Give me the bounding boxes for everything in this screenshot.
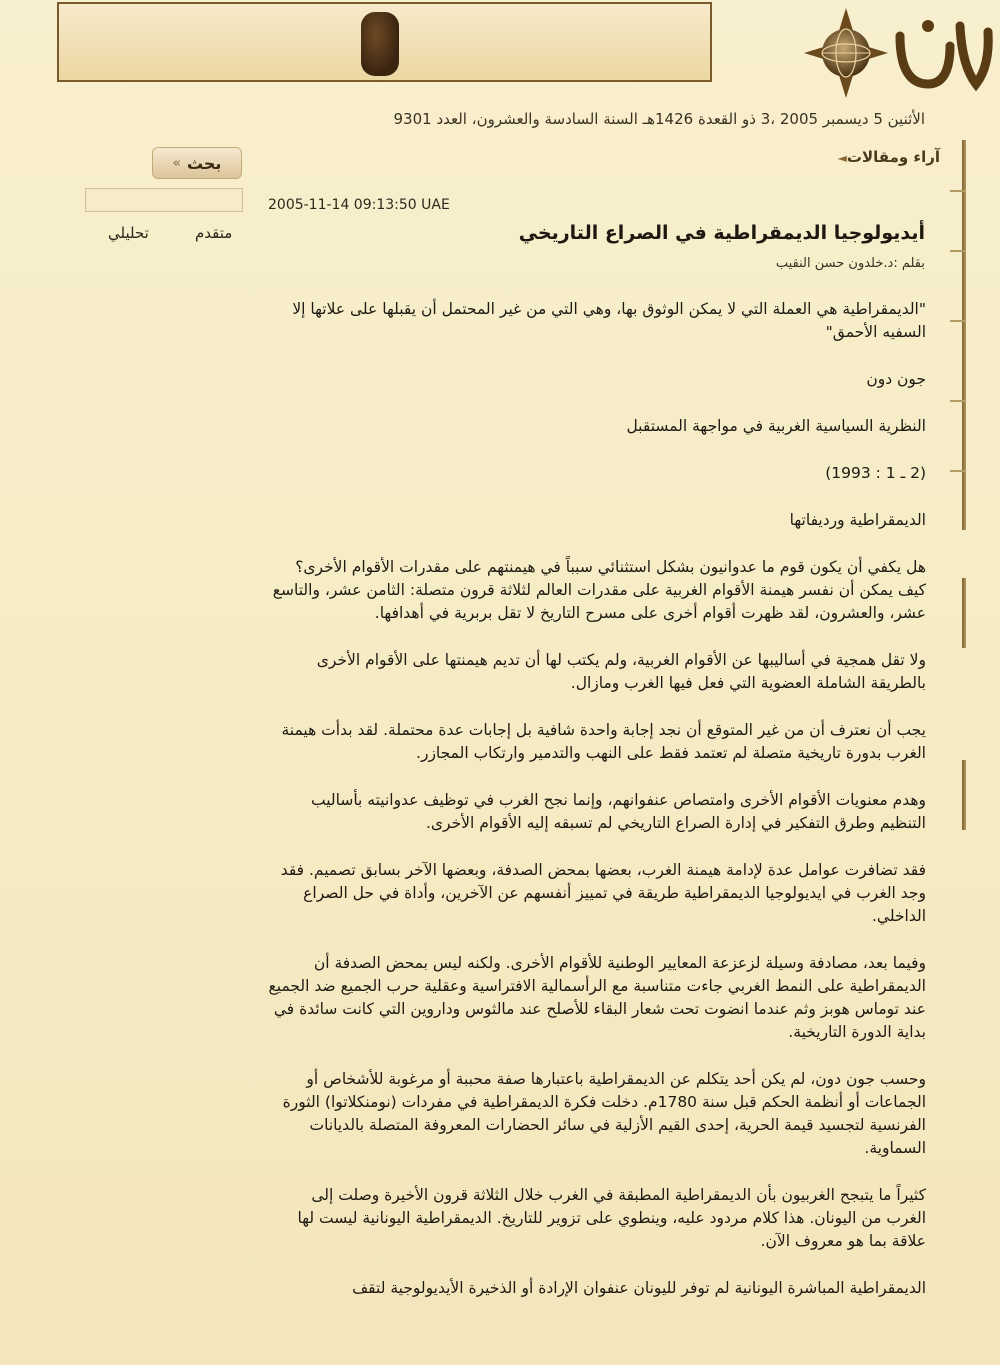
decorative-tick xyxy=(950,190,966,192)
search-button[interactable] xyxy=(152,147,242,179)
article-paragraph: ولا تقل همجية في أساليبها عن الأقوام الغربية، ولم يكتب لها أن تديم هيمنتها على الأقوام الأخرى بالطريقة الشاملة العضوية التي فعل فيها الغرب ومازال. xyxy=(316,651,926,692)
article-paragraph: وحسب جون دون، لم يكن أحد يتكلم عن الديمقراطية باعتبارها صفة محببة أو مرغوبة للأشخاص أو الجماعات أو أنظمة الحكم قبل سنة 1780م. دخلت فكرة الديمقراطية في مفردات (نومنكلاتوا) الثورة الفرنسية لتجسيد قيمة الحرية، إحدى القيم الأزلية في سائر الحضارات المعروفة المتصلة بالديانات السماوية. xyxy=(282,1070,926,1157)
article-paragraph: كثيراً ما يتبجح الغربيون بأن الديمقراطية المطبقة في الغرب خلال الثلاثة قرون الأخيرة وصلت إلى الغرب من اليونان. هذا كلام مردود عليه، وينطوي على تزوير للتاريخ. الديمقراطية اليونانية ليست لها علاقة بما هو معروف الآن. xyxy=(297,1186,926,1250)
article-paragraph: "الديمقراطية هي العملة التي لا يمكن الوثوق بها، وهي التي من غير المحتمل أن يقبلها على علاتها إلا السفيه الأحمق" xyxy=(292,300,926,341)
section-heading[interactable] xyxy=(780,148,940,166)
decorative-tick xyxy=(950,250,966,252)
article-paragraph: النظرية السياسية الغربية في مواجهة المستقبل xyxy=(626,417,926,435)
article-byline: بقلم :د.خلدون حسن النقيب xyxy=(775,256,925,271)
article-paragraph: يجب أن نعترف أن من غير المتوقع أن نجد إجابة واحدة شافية بل إجابات عدة محتملة. لقد بدأت هيمنة الغرب بدورة تاريخية متصلة لم تعتمد فقط على النهب والتدمير وارتكاب المجازر. xyxy=(281,721,926,762)
article-title: أيديولوجيا الديمقراطية في الصراع التاريخي xyxy=(518,222,925,244)
article-paragraph: الديمقراطية ورديفاتها xyxy=(789,511,926,529)
article-paragraph: (2 ـ 1 : 1993) xyxy=(825,464,926,482)
decorative-side-rule xyxy=(962,760,966,830)
decorative-tick xyxy=(950,470,966,472)
article-paragraph: جون دون xyxy=(866,370,926,388)
analytic-search-option[interactable]: تحليلي xyxy=(108,224,149,242)
article-body xyxy=(268,298,926,1324)
section-title: آراء ومقالات xyxy=(846,148,940,166)
advanced-search-option[interactable]: متقدم xyxy=(195,224,233,242)
decorative-side-rule xyxy=(962,578,966,648)
article-paragraph: هل يكفي أن يكون قوم ما عدوانيون بشكل استثنائي سبباً في هيمنتهم على مقدرات الأقوام الأخرى؟ كيف يمكن أن نفسر هيمنة الأقوام الغربية على مقدرات العالم لثلاثة قرون متصلة: الثامن عشر، والتاسع عشر، والعشرون، لقد ظهرت أقوام أخرى على مسرح التاريخ لا تقل بربرية في أهدافها. xyxy=(272,558,926,622)
article-paragraph: الديمقراطية المباشرة اليونانية لم توفر لليونان عنفوان الإرادة أو الذخيرة الأيديولوجية لتقف xyxy=(352,1279,926,1297)
double-chevron-icon: « xyxy=(172,155,181,171)
decorative-tick xyxy=(950,400,966,402)
article-paragraph: وفيما بعد، مصادفة وسيلة لزعزعة المعايير الوطنية للأقوام الأخرى. ولكنه ليس بمحض الصدفة أن الديمقراطية على النمط الغربي جاءت متناسبة مع الرأسمالية الافتراسية وعقلية حرب الجميع ضد الجميع عند توماس هوبز وثم عندما انضوت تحت شعار البقاء للأصلح عند مالثوس وداروين التي كانت سائدة في بداية الدورة التاريخية. xyxy=(268,954,926,1041)
article-paragraph: وهدم معنويات الأقوام الأخرى وامتصاص عنفوانهم، وإنما نجح الغرب في توظيف عدوانيته بأساليب التنظيم وطرق التفكير في إدارة الصراع التاريخي لم تسبقه إليه الأقوام الأخرى. xyxy=(310,791,926,832)
dateline: الأثنين 5 ديسمبر 2005 ،3 ذو القعدة 1426هـ السنة السادسة والعشرون، العدد 9301 xyxy=(393,110,925,128)
article-paragraph: فقد تضافرت عوامل عدة لإدامة هيمنة الغرب، بعضها بمحض الصدفة، وبعضها الآخر بسابق تصميم. فقد وجد الغرب في ايديولوجيا الديمقراطية طريقة في تمييز أنفسهم عن الآخرين، وأداة في حل الصراع الداخلي. xyxy=(280,861,926,925)
decorative-tick xyxy=(950,320,966,322)
ad-banner[interactable] xyxy=(57,2,712,82)
newspaper-logo[interactable] xyxy=(800,6,995,101)
banner-capsule-graphic xyxy=(361,12,399,76)
article-timestamp: 2005-11-14 09:13:50 UAE xyxy=(268,197,450,213)
search-input[interactable] xyxy=(85,188,243,212)
search-button-label: بحث xyxy=(186,153,222,173)
triangle-left-icon: ◄ xyxy=(837,151,847,165)
